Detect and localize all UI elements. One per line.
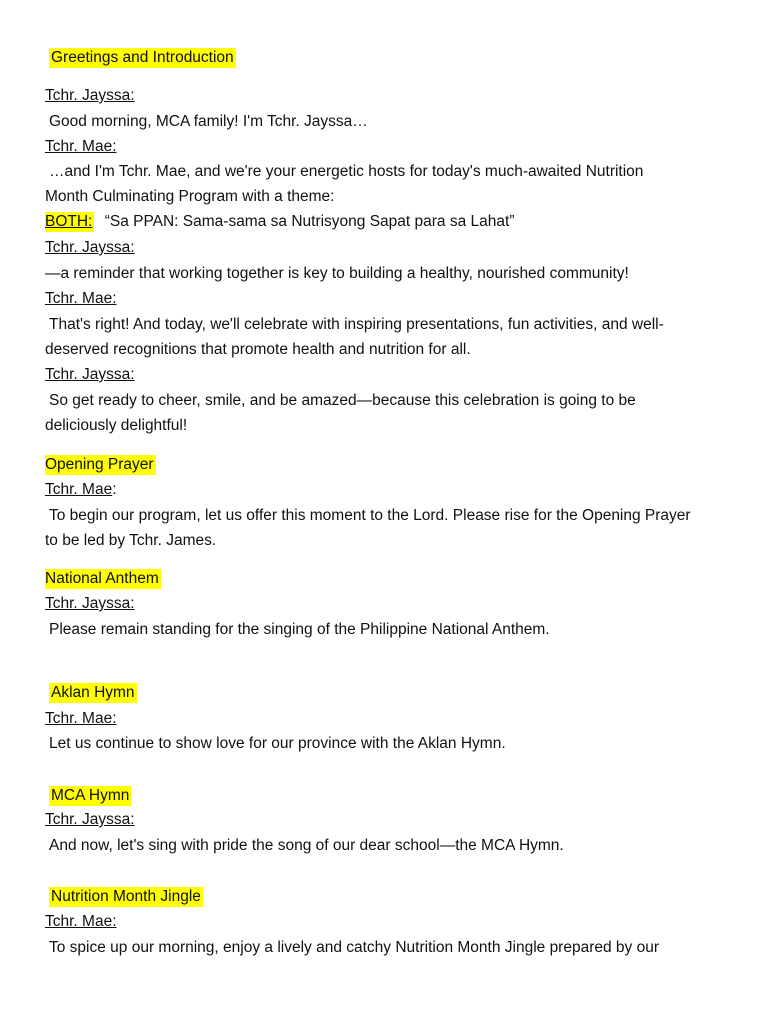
highlighted-heading: Nutrition Month Jingle xyxy=(51,888,201,905)
section-heading-jingle xyxy=(49,884,729,910)
dialogue-line xyxy=(45,935,725,961)
dialogue-text: —a reminder that working together is key to building a healthy, nourished community! xyxy=(45,265,629,282)
speaker-line xyxy=(45,134,725,160)
dialogue-text: deliciously delightful! xyxy=(45,417,188,434)
section-heading-aklan-hymn xyxy=(49,680,729,706)
dialogue-text: to be led by Tchr. James. xyxy=(45,532,217,549)
both-line xyxy=(45,209,725,235)
dialogue-text: Good morning, MCA family! I'm Tchr. Jayssa… xyxy=(49,113,368,130)
speaker-name: Tchr. Jayssa: xyxy=(45,595,135,612)
speaker-colon: : xyxy=(112,481,117,498)
dialogue-line xyxy=(45,528,725,554)
speaker-line xyxy=(45,909,725,935)
dialogue-text: deserved recognitions that promote health and nutrition for all. xyxy=(45,341,471,358)
dialogue-text: …and I'm Tchr. Mae, and we're your energetic hosts for today's much-awaited Nutrition xyxy=(49,163,644,180)
section-heading-national-anthem xyxy=(45,566,725,592)
dialogue-line xyxy=(45,159,725,185)
dialogue-line xyxy=(45,503,725,529)
dialogue-line xyxy=(45,261,725,287)
theme-text: “Sa PPAN: Sama-sama sa Nutrisyong Sapat para sa Lahat” xyxy=(104,213,515,230)
speaker-line xyxy=(45,362,725,388)
speaker-line xyxy=(45,235,725,261)
dialogue-line xyxy=(45,731,725,757)
dialogue-text: To spice up our morning, enjoy a lively and catchy Nutrition Month Jingle prepared by our xyxy=(49,939,659,956)
highlighted-heading: Aklan Hymn xyxy=(51,684,135,701)
speaker-line xyxy=(45,807,725,833)
highlighted-heading: MCA Hymn xyxy=(51,787,130,804)
dialogue-line xyxy=(45,617,725,643)
dialogue-line xyxy=(45,413,725,439)
dialogue-text: To begin our program, let us offer this moment to the Lord. Please rise for the Opening Prayer xyxy=(49,507,691,524)
speaker-line xyxy=(45,591,725,617)
highlighted-heading: National Anthem xyxy=(45,570,159,587)
highlighted-heading: Opening Prayer xyxy=(45,456,154,473)
section-heading-mca-hymn xyxy=(49,783,729,809)
dialogue-text: Let us continue to show love for our province with the Aklan Hymn. xyxy=(49,735,506,752)
speaker-name-both: BOTH: xyxy=(45,213,93,230)
section-heading-opening-prayer xyxy=(45,452,725,478)
speaker-line xyxy=(45,706,725,732)
speaker-name: Tchr. Jayssa: xyxy=(45,87,135,104)
speaker-name: Tchr. Mae: xyxy=(45,710,117,727)
speaker-name: Tchr. Mae xyxy=(45,481,113,498)
highlighted-heading: Greetings and Introduction xyxy=(51,49,234,66)
speaker-line xyxy=(45,286,725,312)
speaker-line xyxy=(45,83,725,109)
dialogue-text: Please remain standing for the singing of the Philippine National Anthem. xyxy=(49,621,550,638)
speaker-line xyxy=(45,477,725,503)
dialogue-line xyxy=(45,337,725,363)
dialogue-line xyxy=(45,109,725,135)
dialogue-line xyxy=(45,312,725,338)
section-heading-greetings xyxy=(49,45,729,71)
speaker-name: Tchr. Mae: xyxy=(45,913,117,930)
dialogue-line xyxy=(45,388,725,414)
dialogue-text: Month Culminating Program with a theme: xyxy=(45,188,335,205)
dialogue-line xyxy=(45,184,725,210)
dialogue-text: And now, let's sing with pride the song of our dear school—the MCA Hymn. xyxy=(49,837,564,854)
dialogue-text: That's right! And today, we'll celebrate with inspiring presentations, fun activities, and well- xyxy=(49,316,664,333)
speaker-name: Tchr. Mae: xyxy=(45,138,117,155)
dialogue-line xyxy=(45,833,725,859)
speaker-name: Tchr. Jayssa: xyxy=(45,811,135,828)
speaker-name: Tchr. Jayssa: xyxy=(45,366,135,383)
speaker-name: Tchr. Mae: xyxy=(45,290,117,307)
speaker-name: Tchr. Jayssa: xyxy=(45,239,135,256)
dialogue-text: So get ready to cheer, smile, and be amazed—because this celebration is going to be xyxy=(49,392,636,409)
